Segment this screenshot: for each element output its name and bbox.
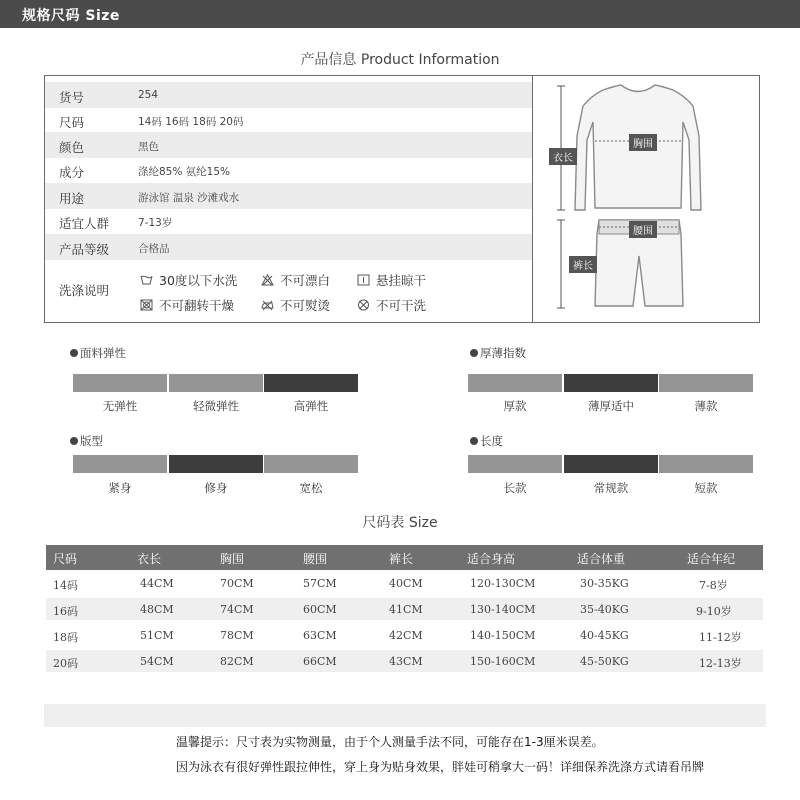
header-cell: 胸围 [220, 552, 245, 566]
info-label: 成分 [59, 165, 85, 180]
info-label: 适宜人群 [59, 216, 110, 231]
size-table-header [46, 545, 763, 570]
length-option: 常规款 [593, 481, 629, 495]
bullet-icon [70, 437, 78, 445]
table-cell: 150-160CM [470, 655, 536, 668]
length-option: 长款 [503, 481, 527, 495]
thickness-title: 厚薄指数 [480, 346, 526, 360]
table-row [46, 650, 763, 672]
care-text: 30度以下水洗 [159, 273, 238, 288]
header-title: 规格尺码 Size [22, 8, 120, 24]
table-cell: 63CM [303, 629, 337, 642]
length-heading [470, 433, 503, 449]
header-cell: 裤长 [389, 552, 414, 566]
length-bar-segment-1-selected [564, 455, 658, 473]
table-cell: 7-8岁 [699, 579, 728, 592]
header-cell: 尺码 [53, 552, 78, 566]
table-cell: 18码 [53, 631, 78, 644]
elasticity-bar-segment-2-selected [264, 374, 358, 392]
table-row [46, 624, 763, 646]
no-dry-clean-icon [357, 299, 370, 311]
no-bleach-icon [261, 274, 274, 286]
info-value: 14码 16码 18码 20码 [138, 116, 244, 128]
elasticity-heading [70, 345, 126, 361]
divider-band [44, 704, 766, 727]
garment-illustration [533, 76, 760, 322]
thickness-heading [470, 345, 526, 361]
table-cell: 74CM [220, 603, 254, 616]
wash-30-icon [140, 274, 153, 286]
thickness-option: 厚款 [503, 399, 527, 413]
length-option: 短款 [694, 481, 718, 495]
info-value: 7-13岁 [138, 217, 173, 229]
care-text: 悬挂晾干 [376, 273, 427, 288]
header-cell: 腰围 [303, 552, 328, 566]
table-cell: 82CM [220, 655, 254, 668]
table-cell: 42CM [389, 629, 423, 642]
care-item [140, 296, 234, 314]
table-cell: 140-150CM [470, 629, 536, 642]
info-row-item-no [45, 82, 532, 108]
header-cell: 衣长 [137, 552, 162, 566]
table-cell: 20码 [53, 657, 78, 670]
no-iron-icon [261, 299, 274, 311]
bullet-icon [470, 437, 478, 445]
care-item [357, 296, 426, 314]
product-info-box [44, 75, 760, 323]
info-label: 尺码 [59, 115, 85, 130]
header-cell: 适合体重 [577, 552, 626, 566]
info-label: 货号 [59, 90, 85, 105]
info-label: 用途 [59, 191, 85, 206]
table-cell: 70CM [220, 577, 254, 590]
pants-length-tag: 裤长 [569, 256, 597, 273]
elasticity-option: 无弹性 [102, 399, 138, 413]
table-cell: 43CM [389, 655, 423, 668]
care-item [357, 271, 426, 289]
header-cell: 适合身高 [467, 552, 516, 566]
product-info-table [45, 76, 532, 322]
care-label: 洗涤说明 [59, 283, 110, 298]
length-tag: 衣长 [549, 148, 577, 165]
info-row-color [45, 132, 532, 158]
fit-option: 宽松 [299, 481, 323, 495]
fit-bar-segment-1-selected [169, 455, 263, 473]
table-row [46, 598, 763, 620]
table-cell: 11-12岁 [699, 631, 742, 644]
table-cell: 40-45KG [580, 629, 629, 642]
table-cell: 44CM [140, 577, 174, 590]
table-cell: 14码 [53, 579, 78, 592]
length-bar-segment-0 [468, 455, 562, 473]
table-cell: 78CM [220, 629, 254, 642]
elasticity-bar-segment-1 [169, 374, 263, 392]
table-cell: 48CM [140, 603, 174, 616]
care-text: 不可干洗 [376, 298, 427, 313]
care-text: 不可漂白 [280, 273, 331, 288]
thickness-bar-segment-2 [659, 374, 753, 392]
note-advice: 因为泳衣有很好弹性跟拉伸性，穿上身为贴身效果，胖娃可稍拿大一码！详细保养洗涤方式请看吊牌 [176, 760, 705, 774]
table-cell: 60CM [303, 603, 337, 616]
waist-tag: 腰围 [629, 221, 657, 238]
info-value: 黑色 [138, 141, 159, 153]
bullet-icon [70, 349, 78, 357]
info-value: 254 [138, 89, 159, 101]
table-cell: 16码 [53, 605, 78, 618]
info-label: 产品等级 [59, 242, 110, 257]
info-row-grade [45, 234, 532, 260]
table-cell: 54CM [140, 655, 174, 668]
table-cell: 41CM [389, 603, 423, 616]
fit-option: 紧身 [108, 481, 132, 495]
elasticity-option: 轻微弹性 [193, 399, 239, 413]
header-cell: 适合年纪 [687, 552, 736, 566]
care-item [140, 271, 237, 289]
elasticity-title: 面料弹性 [80, 346, 126, 360]
thickness-option: 薄款 [694, 399, 718, 413]
info-row-audience [45, 208, 532, 234]
table-row [46, 572, 763, 594]
info-row-usage [45, 183, 532, 209]
fit-option: 修身 [204, 481, 228, 495]
table-cell: 12-13岁 [699, 657, 742, 670]
care-item [261, 296, 330, 314]
table-cell: 30-35KG [580, 577, 629, 590]
product-info-title: 产品信息 Product Information [300, 52, 500, 68]
table-cell: 130-140CM [470, 603, 536, 616]
table-cell: 40CM [389, 577, 423, 590]
table-cell: 51CM [140, 629, 174, 642]
no-tumble-dry-icon [140, 299, 153, 311]
size-table-title: 尺码表 Size [362, 515, 438, 531]
thickness-option: 薄厚适中 [588, 399, 634, 413]
care-item [261, 271, 330, 289]
table-cell: 9-10岁 [696, 605, 732, 618]
info-value: 合格品 [138, 243, 170, 255]
info-value: 游泳馆 温泉 沙滩戏水 [138, 192, 240, 204]
garment-diagram [533, 76, 760, 322]
length-bar-segment-2 [659, 455, 753, 473]
table-cell: 120-130CM [470, 577, 536, 590]
note-tip: 温馨提示：尺寸表为实物测量，由于个人测量手法不同，可能存在1-3厘米误差。 [176, 735, 604, 749]
fit-title: 版型 [80, 434, 103, 448]
elasticity-bar-segment-0 [73, 374, 167, 392]
hang-dry-icon [357, 274, 370, 286]
thickness-bar-segment-1-selected [564, 374, 658, 392]
info-label: 颜色 [59, 140, 85, 155]
care-text: 不可翻转干燥 [159, 298, 235, 313]
table-cell: 57CM [303, 577, 337, 590]
table-cell: 35-40KG [580, 603, 629, 616]
fit-bar-segment-0 [73, 455, 167, 473]
bullet-icon [470, 349, 478, 357]
table-cell: 45-50KG [580, 655, 629, 668]
info-row-size [45, 107, 532, 133]
thickness-bar-segment-0 [468, 374, 562, 392]
fit-bar-segment-2 [264, 455, 358, 473]
header-bar [0, 0, 800, 28]
length-title: 长度 [480, 434, 503, 448]
elasticity-option: 高弹性 [293, 399, 329, 413]
info-value: 涤纶85% 氨纶15% [138, 166, 231, 178]
care-text: 不可熨烫 [280, 298, 331, 313]
table-cell: 66CM [303, 655, 337, 668]
fit-heading [70, 433, 103, 449]
info-row-material [45, 157, 532, 183]
chest-tag: 胸围 [629, 134, 657, 151]
